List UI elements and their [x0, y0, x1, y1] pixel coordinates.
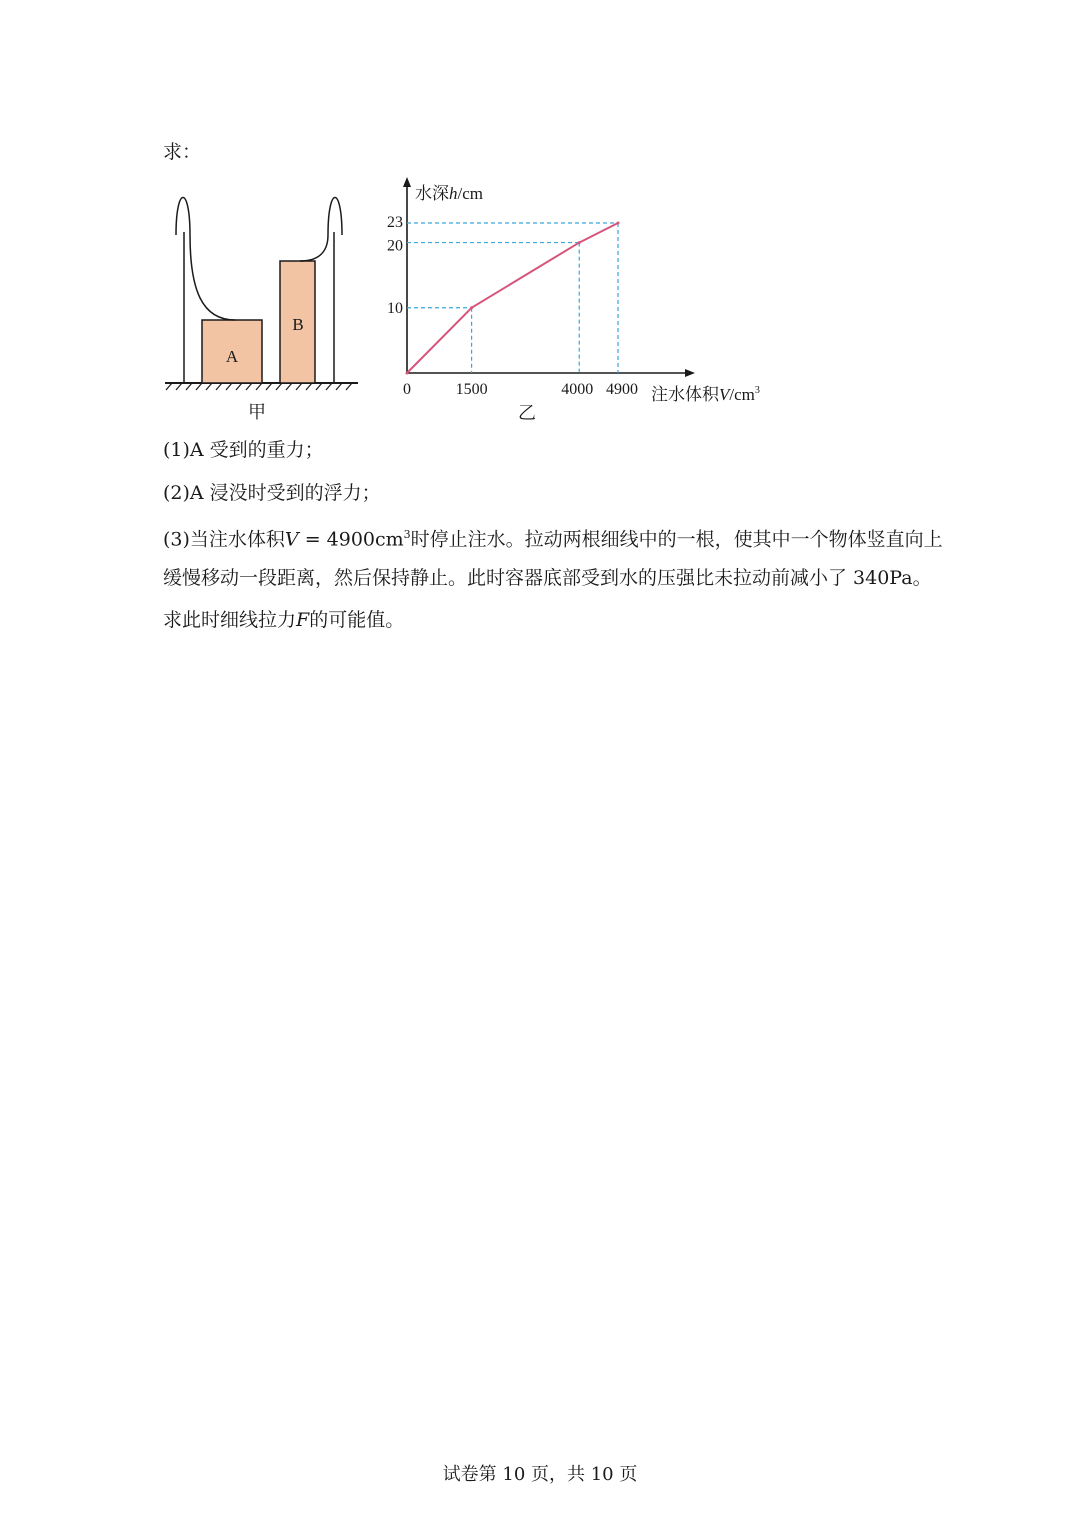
- intro-text: 求：: [163, 141, 202, 163]
- x-tick-label: 4900: [606, 381, 638, 398]
- series-line: [407, 223, 618, 373]
- data-point: [470, 306, 473, 309]
- x-tick-label: 0: [403, 381, 411, 398]
- question-1: (1)A 受到的重力；: [163, 439, 324, 461]
- block-a-label: A: [225, 347, 239, 366]
- x-axis-arrow: [685, 369, 695, 377]
- data-point: [406, 372, 409, 375]
- x-tick-label: 1500: [455, 381, 488, 398]
- x-axis-label: 注水体积$V/cm^3$: [651, 385, 760, 404]
- q3-eq: = 4900cm: [298, 528, 404, 551]
- y-axis-arrow: [403, 177, 411, 187]
- figure-yi-graph: [150, 170, 790, 430]
- page-footer: 试卷第 10 页，共 10 页: [442, 1464, 638, 1485]
- q3-var-f: F: [296, 609, 310, 631]
- question-3-line-2: 缓慢移动一段距离，然后保持静止。此时容器底部受到水的压强比未拉动前减小了 340Pa。: [163, 567, 932, 589]
- q3-var-v: V: [284, 528, 299, 551]
- y-tick-label: 20: [387, 237, 403, 255]
- data-point: [617, 222, 620, 225]
- question-2: (2)A 浸没时受到的浮力；: [163, 482, 381, 504]
- figure-container: [150, 170, 790, 430]
- q3-sup: 3: [403, 528, 411, 541]
- q3-line3-b: 的可能值。: [309, 609, 405, 631]
- y-axis-label: 水深h/cm: [415, 184, 483, 203]
- q3-text-a: (3)当注水体积: [163, 528, 285, 551]
- block-b-label: B: [292, 315, 304, 334]
- y-tick-label: 10: [387, 299, 403, 317]
- question-3-line-1: [163, 523, 943, 551]
- question-3-line-3: [163, 608, 404, 632]
- q3-text-b: 时停止注水。拉动两根细线中的一根，使其中一个物体竖直向上: [410, 528, 943, 551]
- data-point: [578, 241, 581, 244]
- q3-line3-a: 求此时细线拉力: [163, 609, 297, 631]
- x-tick-label: 4000: [561, 381, 594, 398]
- y-tick-label: 23: [387, 214, 403, 231]
- caption-jia: 甲: [248, 402, 266, 422]
- graph-group: [387, 177, 760, 423]
- caption-yi: 乙: [518, 403, 536, 423]
